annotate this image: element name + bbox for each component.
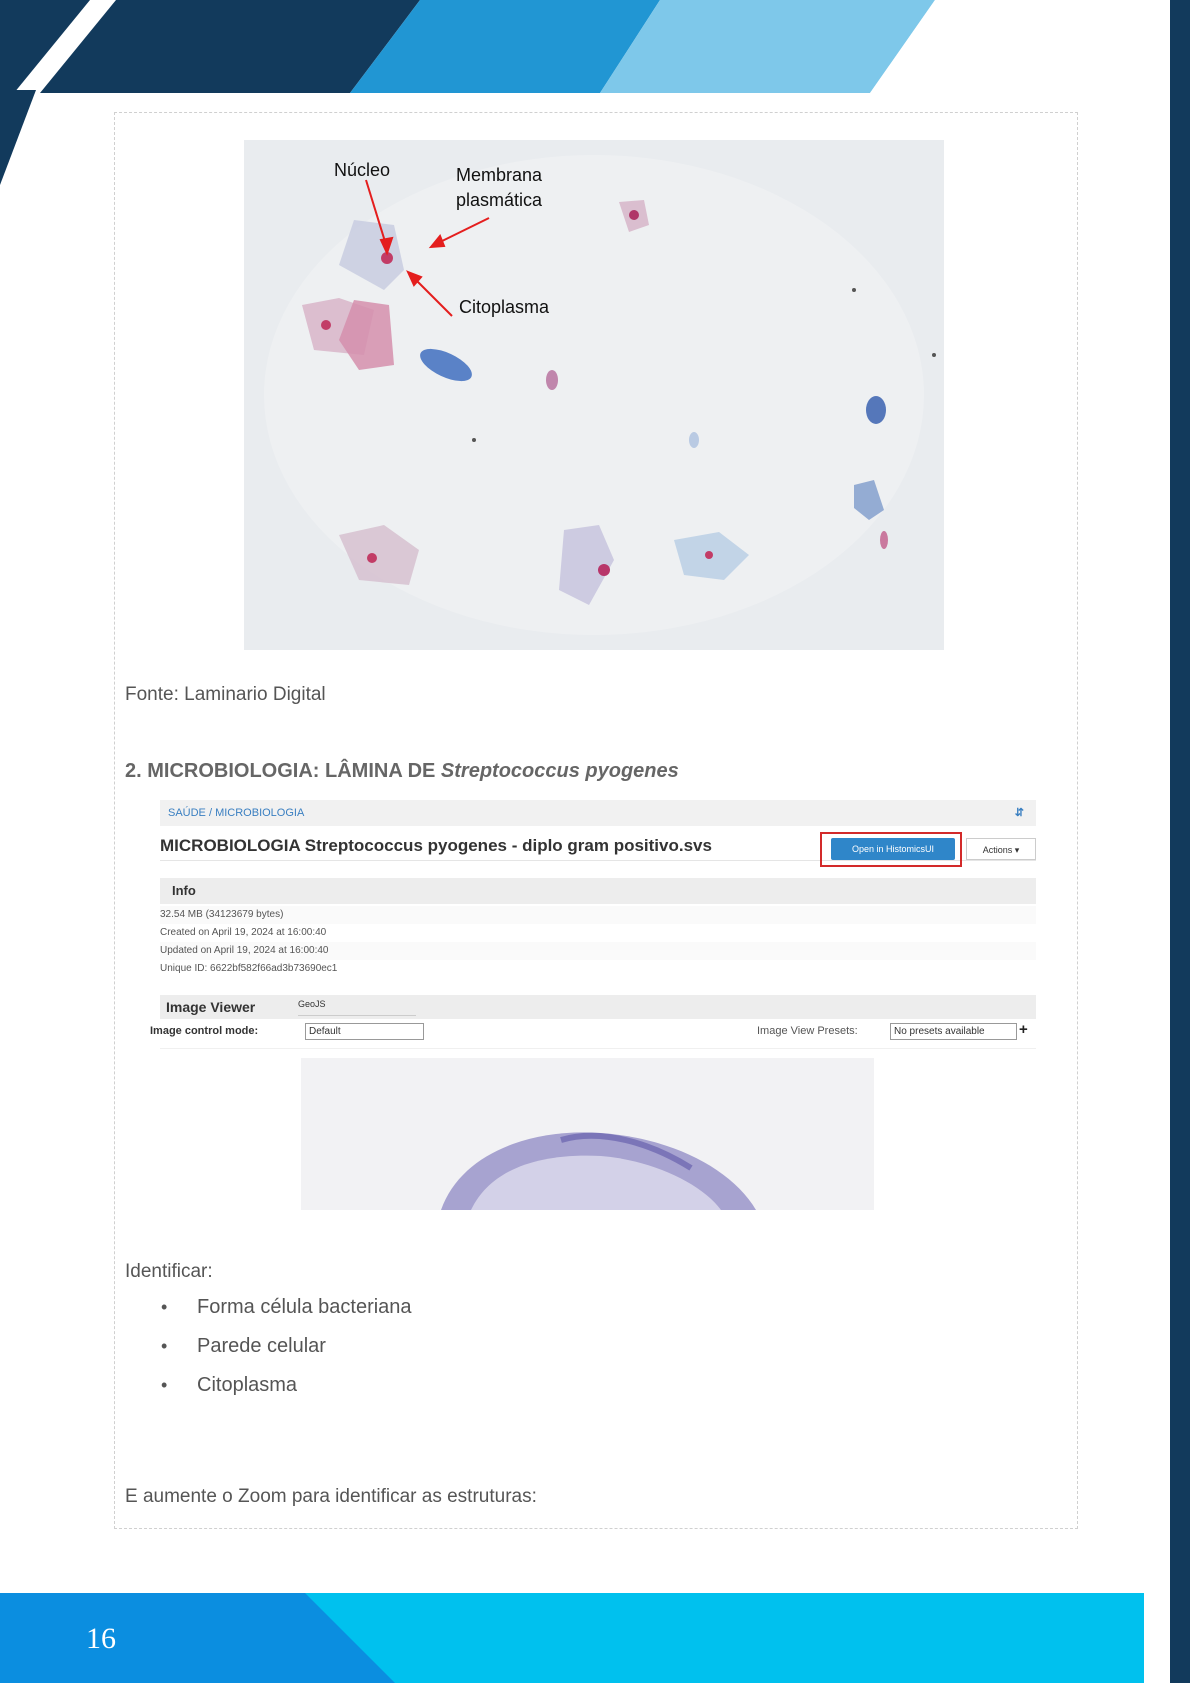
section-title <box>125 760 679 783</box>
actions-button[interactable]: Actions ▾ <box>966 838 1036 860</box>
footer-bar <box>0 1593 1144 1683</box>
list-item: • Forma célula bacteriana <box>155 1288 412 1327</box>
info-unique-id: Unique ID: 6622bf582f66ad3b73690ec1 <box>160 963 338 974</box>
image-viewer-header <box>160 995 1036 1019</box>
viewer-engine-select[interactable]: GeoJS <box>298 999 416 1016</box>
label-membrana-line2: plasmática <box>456 190 543 210</box>
header-decoration <box>0 0 1190 95</box>
plus-icon[interactable]: + <box>1019 1021 1028 1038</box>
presets-select[interactable]: No presets available <box>890 1023 1017 1040</box>
file-title: MICROBIOLOGIA Streptococcus pyogenes - diplo gram positivo.svs <box>160 836 712 855</box>
image-caption: Fonte: Laminario Digital <box>125 684 326 705</box>
control-row <box>150 1022 1038 1042</box>
presets-label: Image View Presets: <box>757 1025 858 1037</box>
info-updated: Updated on April 19, 2024 at 16:00:40 <box>160 942 1036 960</box>
label-nucleo: Núcleo <box>334 160 391 180</box>
zoom-instruction: E aumente o Zoom para identificar as estruturas: <box>125 1486 537 1507</box>
info-title: Info <box>172 883 196 898</box>
list-item: • Parede celular <box>155 1327 412 1366</box>
slide-image[interactable] <box>301 1058 874 1210</box>
section-title-prefix: 2. MICROBIOLOGIA: LÂMINA DE <box>125 760 441 782</box>
identify-intro: Identificar: <box>125 1261 213 1282</box>
info-created: Created on April 19, 2024 at 16:00:40 <box>160 927 327 938</box>
footer-decoration <box>0 1593 1144 1683</box>
open-histomicsui-button[interactable]: Open in HistomicsUI <box>831 838 955 860</box>
microscope-image <box>244 140 944 650</box>
sort-icon[interactable]: ⇵ <box>1014 807 1024 819</box>
section-title-species: Streptococcus pyogenes <box>440 760 679 782</box>
info-header <box>160 878 1036 904</box>
list-item: • Citoplasma <box>155 1366 412 1405</box>
label-membrana-line1: Membrana <box>456 165 543 185</box>
left-stripe-decoration <box>0 90 40 200</box>
label-citoplasma: Citoplasma <box>459 297 550 317</box>
breadcrumb <box>160 800 1036 826</box>
right-side-bar <box>1170 0 1190 1683</box>
control-mode-select[interactable]: Default <box>305 1023 424 1040</box>
identify-list <box>155 1288 412 1405</box>
info-size: 32.54 MB (34123679 bytes) <box>160 906 1036 924</box>
image-viewer-title: Image Viewer <box>166 999 256 1015</box>
page-number: 16 <box>86 1622 116 1655</box>
control-mode-label: Image control mode: <box>150 1025 259 1037</box>
file-title-row <box>160 832 1036 861</box>
breadcrumb-text[interactable]: SAÚDE / MICROBIOLOGIA <box>168 807 305 819</box>
